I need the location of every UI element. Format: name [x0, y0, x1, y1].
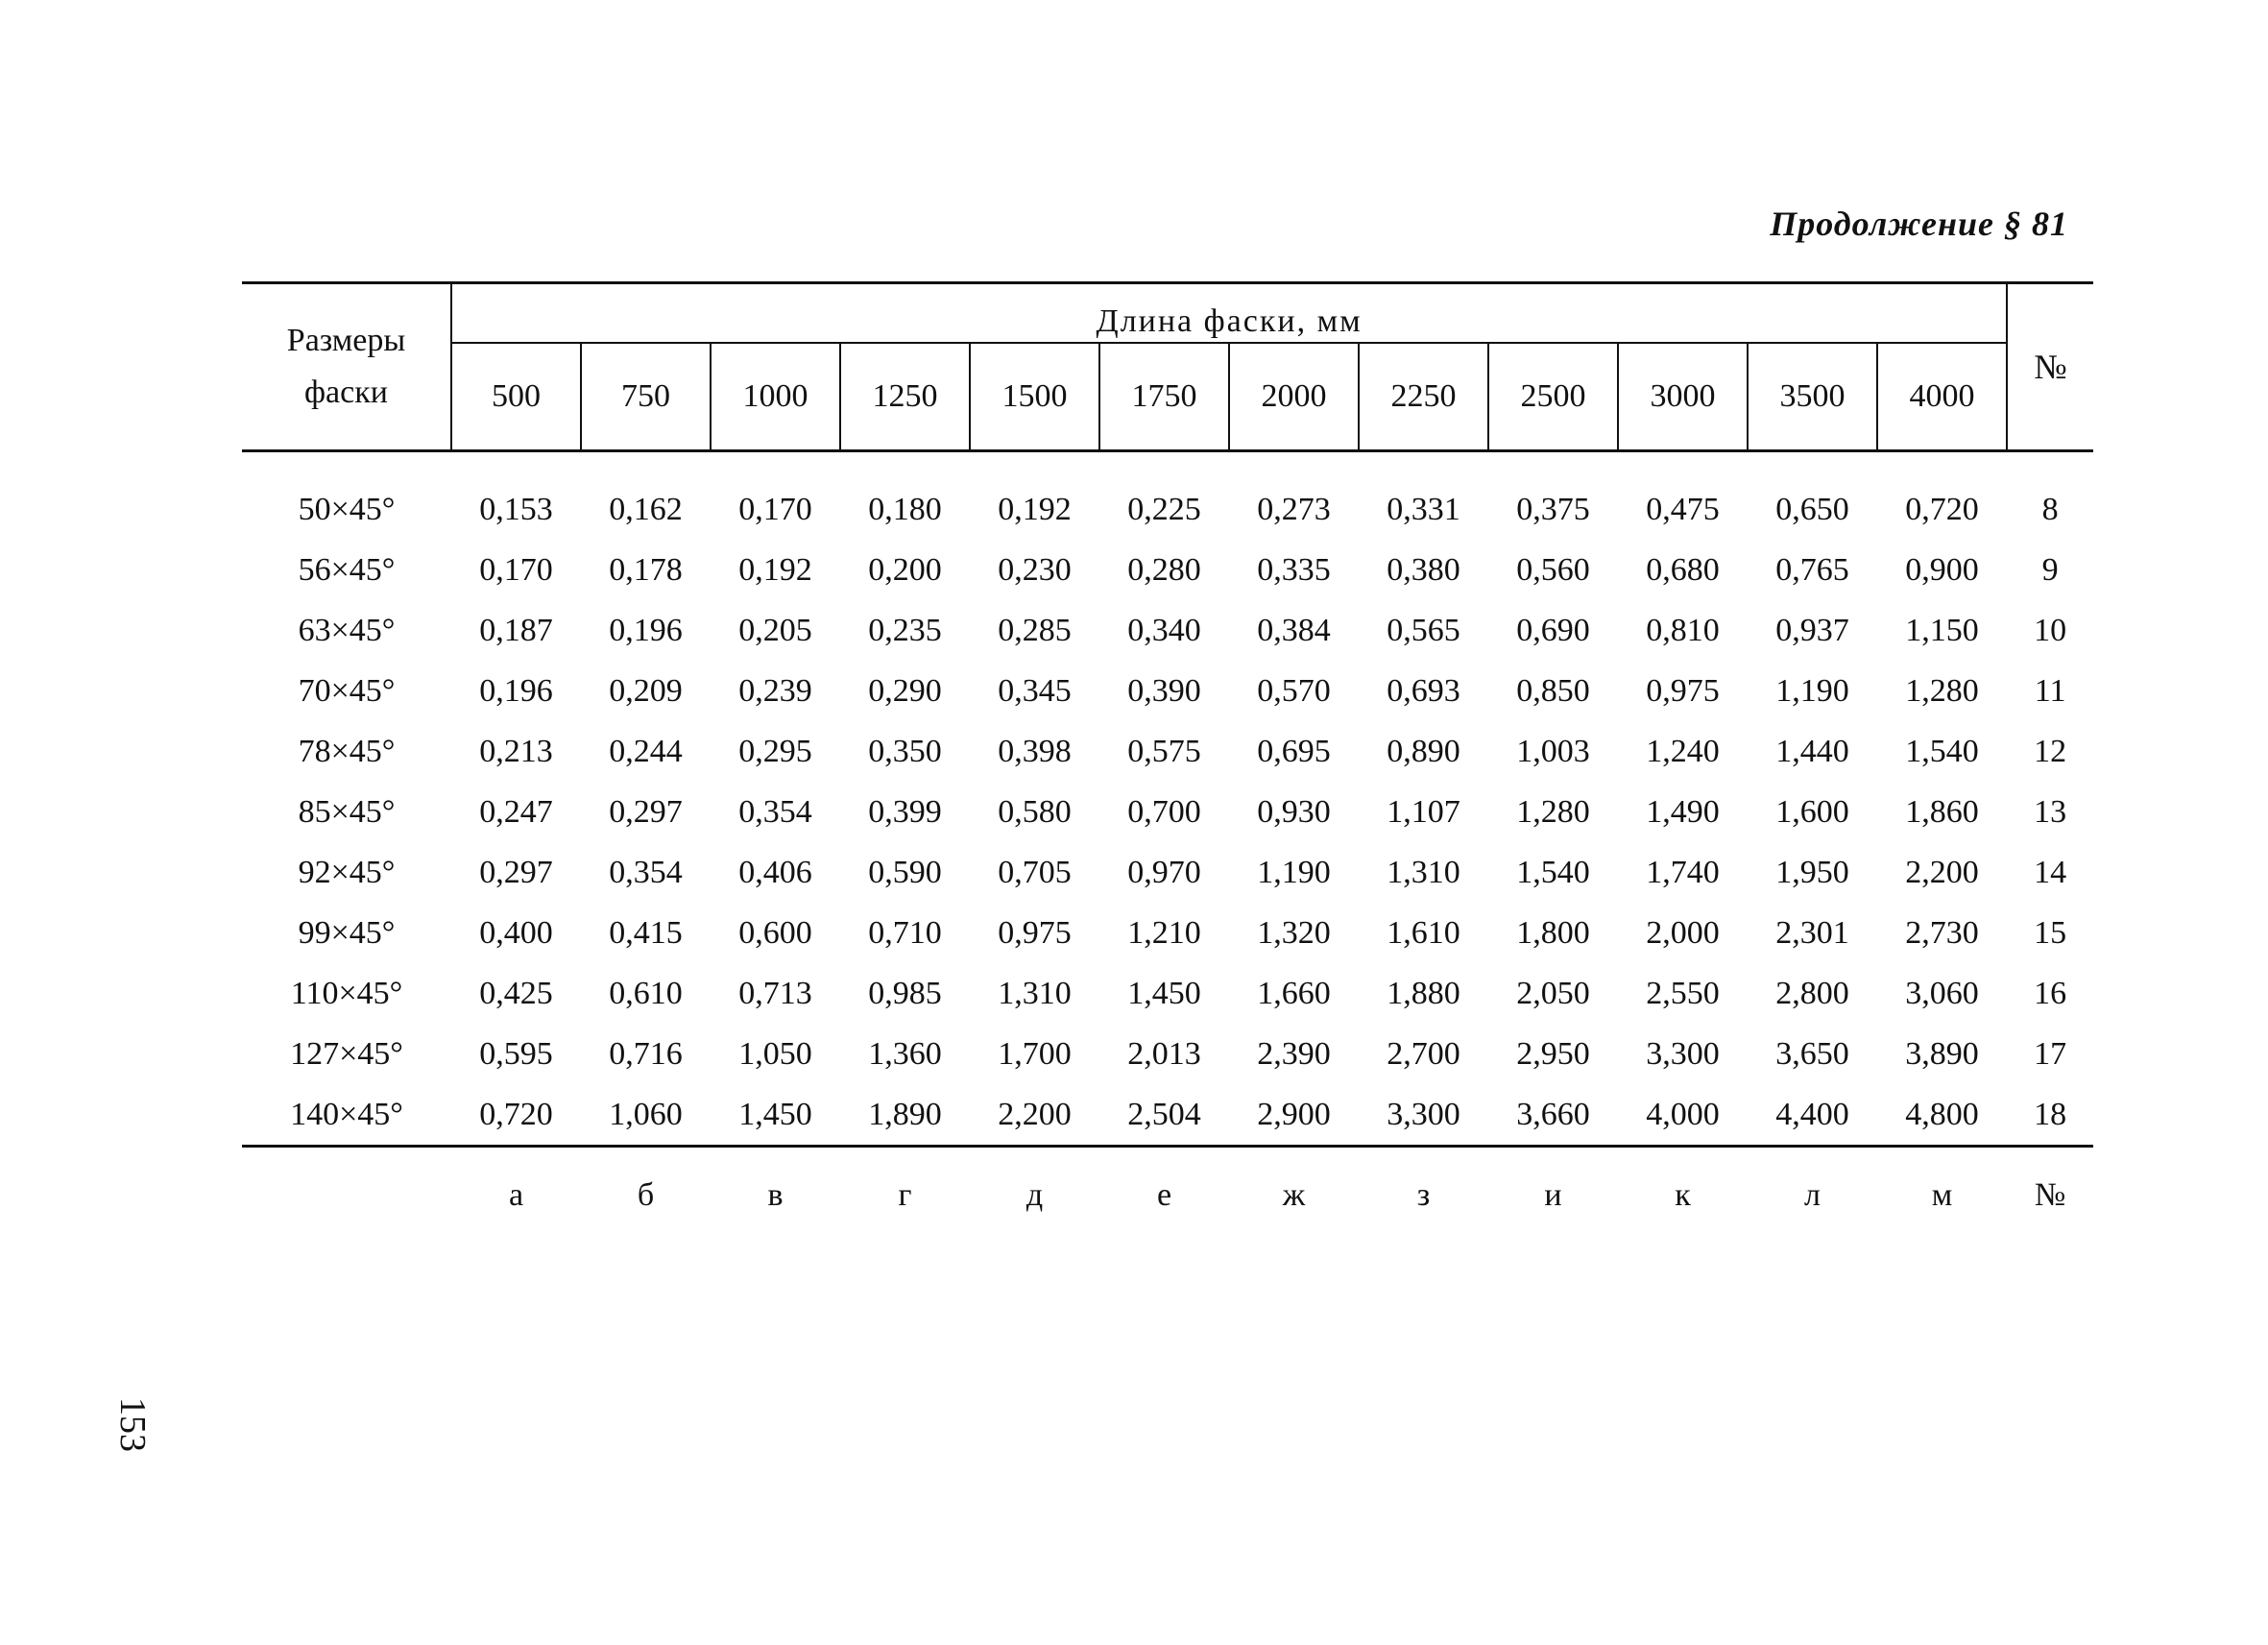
- value-cell: 0,575: [1127, 734, 1201, 769]
- column-letter: м: [1931, 1177, 1953, 1213]
- length-header-cell: 2250: [1359, 343, 1488, 451]
- table-row: [242, 963, 2093, 1024]
- chamfer-size-cell: 99×45°: [298, 915, 396, 951]
- value-cell: 0,170: [479, 552, 553, 588]
- value-cell: 0,705: [998, 855, 1072, 890]
- value-cell: 0,200: [868, 552, 942, 588]
- value-cell: 0,235: [868, 613, 942, 648]
- table-row: [242, 842, 2093, 903]
- row-number-cell: 10: [2034, 613, 2067, 648]
- value-cell: 0,765: [1775, 552, 1849, 588]
- page-number: 153: [112, 1397, 153, 1452]
- row-number-cell: 8: [2041, 492, 2059, 527]
- column-letter: и: [1544, 1177, 1562, 1213]
- chamfer-size-cell: 110×45°: [290, 976, 403, 1011]
- value-cell: 0,192: [738, 552, 812, 588]
- value-cell: 2,800: [1775, 976, 1849, 1011]
- value-cell: 0,406: [738, 855, 812, 890]
- value-cell: 0,610: [609, 976, 683, 1011]
- value-cell: 1,450: [711, 1084, 840, 1147]
- value-cell: 4,000: [1618, 1084, 1748, 1147]
- value-cell: 0,375: [1516, 492, 1590, 527]
- value-cell: 2,730: [1905, 915, 1979, 951]
- table-row: [242, 1084, 2093, 1147]
- length-column-header: Длина фаски, мм: [451, 283, 2007, 344]
- chamfer-size-cell: 56×45°: [298, 552, 396, 588]
- value-cell: 0,985: [868, 976, 942, 1011]
- column-letter: к: [1675, 1177, 1691, 1213]
- length-header-cell: 1750: [1099, 343, 1229, 451]
- value-cell: 0,384: [1257, 613, 1331, 648]
- value-cell: 1,660: [1257, 976, 1331, 1011]
- length-header-cell: 1000: [711, 343, 840, 451]
- value-cell: 1,890: [840, 1084, 970, 1147]
- value-cell: 0,937: [1775, 613, 1849, 648]
- value-cell: 0,335: [1257, 552, 1331, 588]
- value-cell: 0,720: [1905, 492, 1979, 527]
- column-letter: д: [1025, 1177, 1044, 1213]
- length-header-cell: 750: [581, 343, 711, 451]
- value-cell: 0,178: [609, 552, 683, 588]
- value-cell: 0,425: [479, 976, 553, 1011]
- column-letter: з: [1416, 1177, 1431, 1213]
- value-cell: 3,300: [1646, 1036, 1720, 1072]
- value-cell: 1,880: [1387, 976, 1460, 1011]
- value-cell: 0,280: [1127, 552, 1201, 588]
- length-header-row: [242, 343, 2093, 451]
- value-cell: 1,060: [581, 1084, 711, 1147]
- value-cell: 1,150: [1905, 613, 1979, 648]
- value-cell: 0,295: [738, 734, 812, 769]
- value-cell: 0,650: [1775, 492, 1849, 527]
- value-cell: 2,550: [1646, 976, 1720, 1011]
- value-cell: 0,560: [1516, 552, 1590, 588]
- table-row: [242, 903, 2093, 963]
- value-cell: 0,180: [868, 492, 942, 527]
- value-cell: 1,190: [1775, 673, 1849, 709]
- chamfer-size-cell: 70×45°: [298, 673, 396, 709]
- value-cell: 0,239: [738, 673, 812, 709]
- value-cell: 1,280: [1905, 673, 1979, 709]
- value-cell: 0,565: [1387, 613, 1460, 648]
- value-cell: 0,290: [868, 673, 942, 709]
- value-cell: 0,354: [738, 794, 812, 830]
- value-cell: 4,800: [1877, 1084, 2007, 1147]
- value-cell: 0,680: [1646, 552, 1720, 588]
- value-cell: 0,297: [479, 855, 553, 890]
- value-cell: 1,280: [1516, 794, 1590, 830]
- value-cell: 0,810: [1646, 613, 1720, 648]
- value-cell: 0,213: [479, 734, 553, 769]
- row-number-cell: 9: [2041, 552, 2059, 588]
- value-cell: 0,850: [1516, 673, 1590, 709]
- value-cell: 3,650: [1775, 1036, 1849, 1072]
- value-cell: 1,610: [1387, 915, 1460, 951]
- value-cell: 2,950: [1516, 1036, 1590, 1072]
- row-number-cell: 18: [2007, 1084, 2093, 1147]
- value-cell: 1,740: [1646, 855, 1720, 890]
- value-cell: 0,970: [1127, 855, 1201, 890]
- value-cell: 1,540: [1905, 734, 1979, 769]
- chamfer-size-cell: 78×45°: [298, 734, 396, 769]
- value-cell: 1,700: [998, 1036, 1072, 1072]
- value-cell: 0,595: [479, 1036, 553, 1072]
- value-cell: 1,440: [1775, 734, 1849, 769]
- length-header-cell: 3000: [1618, 343, 1748, 451]
- value-cell: 0,331: [1387, 492, 1460, 527]
- value-cell: 0,162: [609, 492, 683, 527]
- table-row: [242, 782, 2093, 842]
- length-header-cell: 1250: [840, 343, 970, 451]
- value-cell: 2,700: [1387, 1036, 1460, 1072]
- value-cell: 2,013: [1127, 1036, 1201, 1072]
- value-cell: 0,400: [479, 915, 553, 951]
- length-header-cell: 2500: [1488, 343, 1618, 451]
- length-header-cell: 1500: [970, 343, 1099, 451]
- value-cell: 0,350: [868, 734, 942, 769]
- length-header-cell: 3500: [1748, 343, 1877, 451]
- value-cell: 0,399: [868, 794, 942, 830]
- value-cell: 0,975: [1646, 673, 1720, 709]
- column-letters-row: [242, 1147, 2093, 1245]
- value-cell: 3,890: [1905, 1036, 1979, 1072]
- row-number-cell: 16: [2034, 976, 2067, 1011]
- value-cell: 0,230: [998, 552, 1072, 588]
- value-cell: 0,244: [609, 734, 683, 769]
- row-number-cell: 12: [2034, 734, 2067, 769]
- value-cell: 0,890: [1387, 734, 1460, 769]
- table-row: [242, 721, 2093, 782]
- length-header-cell: 4000: [1877, 343, 2007, 451]
- row-number-cell: 14: [2034, 855, 2067, 890]
- column-letter: в: [767, 1177, 784, 1213]
- value-cell: 2,301: [1775, 915, 1849, 951]
- chamfer-table: [242, 281, 2093, 1244]
- column-letter: е: [1156, 1177, 1172, 1213]
- value-cell: 0,354: [609, 855, 683, 890]
- header-spacer: [242, 451, 2093, 480]
- chamfer-size-cell: 85×45°: [298, 794, 396, 830]
- row-number-cell: 17: [2034, 1036, 2067, 1072]
- chamfer-size-cell: 63×45°: [298, 613, 396, 648]
- value-cell: 0,192: [998, 492, 1072, 527]
- value-cell: 1,490: [1646, 794, 1720, 830]
- value-cell: 0,285: [998, 613, 1072, 648]
- value-cell: 2,000: [1646, 915, 1720, 951]
- value-cell: 0,196: [479, 673, 553, 709]
- value-cell: 2,900: [1229, 1084, 1359, 1147]
- value-cell: 0,716: [609, 1036, 683, 1072]
- row-number-cell: 11: [2034, 673, 2066, 709]
- value-cell: 0,600: [738, 915, 812, 951]
- value-cell: 0,930: [1257, 794, 1331, 830]
- column-letter: а: [508, 1177, 524, 1213]
- chamfer-size-cell: 92×45°: [298, 855, 396, 890]
- value-cell: 0,710: [868, 915, 942, 951]
- value-cell: 1,540: [1516, 855, 1590, 890]
- table-row: [242, 479, 2093, 540]
- letters-number-label: №: [2034, 1177, 2066, 1213]
- value-cell: 0,900: [1905, 552, 1979, 588]
- value-cell: 0,695: [1257, 734, 1331, 769]
- value-cell: 2,050: [1516, 976, 1590, 1011]
- value-cell: 0,297: [609, 794, 683, 830]
- value-cell: 0,590: [868, 855, 942, 890]
- value-cell: 1,860: [1905, 794, 1979, 830]
- value-cell: 1,320: [1257, 915, 1331, 951]
- number-column-header: №: [2007, 283, 2093, 451]
- column-letter: г: [898, 1177, 912, 1213]
- continuation-title: Продолжение § 81: [1770, 205, 2068, 243]
- value-cell: 0,345: [998, 673, 1072, 709]
- table-row: [242, 540, 2093, 600]
- column-letter: л: [1804, 1177, 1821, 1213]
- value-cell: 0,225: [1127, 492, 1201, 527]
- value-cell: 0,247: [479, 794, 553, 830]
- table-row: [242, 661, 2093, 721]
- value-cell: 1,190: [1257, 855, 1331, 890]
- value-cell: 0,380: [1387, 552, 1460, 588]
- row-number-cell: 15: [2034, 915, 2067, 951]
- value-cell: 0,690: [1516, 613, 1590, 648]
- value-cell: 1,800: [1516, 915, 1590, 951]
- value-cell: 2,390: [1257, 1036, 1331, 1072]
- value-cell: 1,310: [998, 976, 1072, 1011]
- value-cell: 0,209: [609, 673, 683, 709]
- length-header-cell: 2000: [1229, 343, 1359, 451]
- value-cell: 0,196: [609, 613, 683, 648]
- value-cell: 0,340: [1127, 613, 1201, 648]
- column-letter: ж: [1282, 1177, 1306, 1213]
- value-cell: 0,187: [479, 613, 553, 648]
- value-cell: 0,415: [609, 915, 683, 951]
- size-column-header: Размеры фаски: [242, 283, 451, 451]
- value-cell: 2,200: [970, 1084, 1099, 1147]
- column-letter: б: [637, 1177, 655, 1213]
- row-number-cell: 13: [2034, 794, 2067, 830]
- table-row: [242, 600, 2093, 661]
- value-cell: 0,693: [1387, 673, 1460, 709]
- value-cell: 0,580: [998, 794, 1072, 830]
- value-cell: 0,975: [998, 915, 1072, 951]
- table-row: [242, 1024, 2093, 1084]
- chamfer-size-cell: 50×45°: [298, 492, 396, 527]
- value-cell: 0,720: [451, 1084, 581, 1147]
- value-cell: 1,210: [1127, 915, 1201, 951]
- value-cell: 2,504: [1099, 1084, 1229, 1147]
- value-cell: 4,400: [1748, 1084, 1877, 1147]
- value-cell: 0,273: [1257, 492, 1331, 527]
- chamfer-size-cell: 140×45°: [242, 1084, 451, 1147]
- value-cell: 1,950: [1775, 855, 1849, 890]
- value-cell: 1,450: [1127, 976, 1201, 1011]
- value-cell: 2,200: [1905, 855, 1979, 890]
- value-cell: 3,300: [1359, 1084, 1488, 1147]
- value-cell: 1,310: [1387, 855, 1460, 890]
- value-cell: 0,475: [1646, 492, 1720, 527]
- value-cell: 0,153: [479, 492, 553, 527]
- value-cell: 0,570: [1257, 673, 1331, 709]
- length-header-cell: 500: [451, 343, 581, 451]
- value-cell: 0,398: [998, 734, 1072, 769]
- chamfer-size-cell: 127×45°: [290, 1036, 403, 1072]
- value-cell: 0,170: [738, 492, 812, 527]
- value-cell: 1,107: [1387, 794, 1460, 830]
- value-cell: 1,240: [1646, 734, 1720, 769]
- letters-empty-cell: [242, 1147, 451, 1245]
- value-cell: 1,003: [1516, 734, 1590, 769]
- table-body: [242, 451, 2093, 1147]
- value-cell: 1,600: [1775, 794, 1849, 830]
- value-cell: 0,713: [738, 976, 812, 1011]
- value-cell: 1,360: [868, 1036, 942, 1072]
- value-cell: 1,050: [738, 1036, 812, 1072]
- value-cell: 0,700: [1127, 794, 1201, 830]
- value-cell: 3,660: [1488, 1084, 1618, 1147]
- value-cell: 0,205: [738, 613, 812, 648]
- value-cell: 0,390: [1127, 673, 1201, 709]
- value-cell: 3,060: [1905, 976, 1979, 1011]
